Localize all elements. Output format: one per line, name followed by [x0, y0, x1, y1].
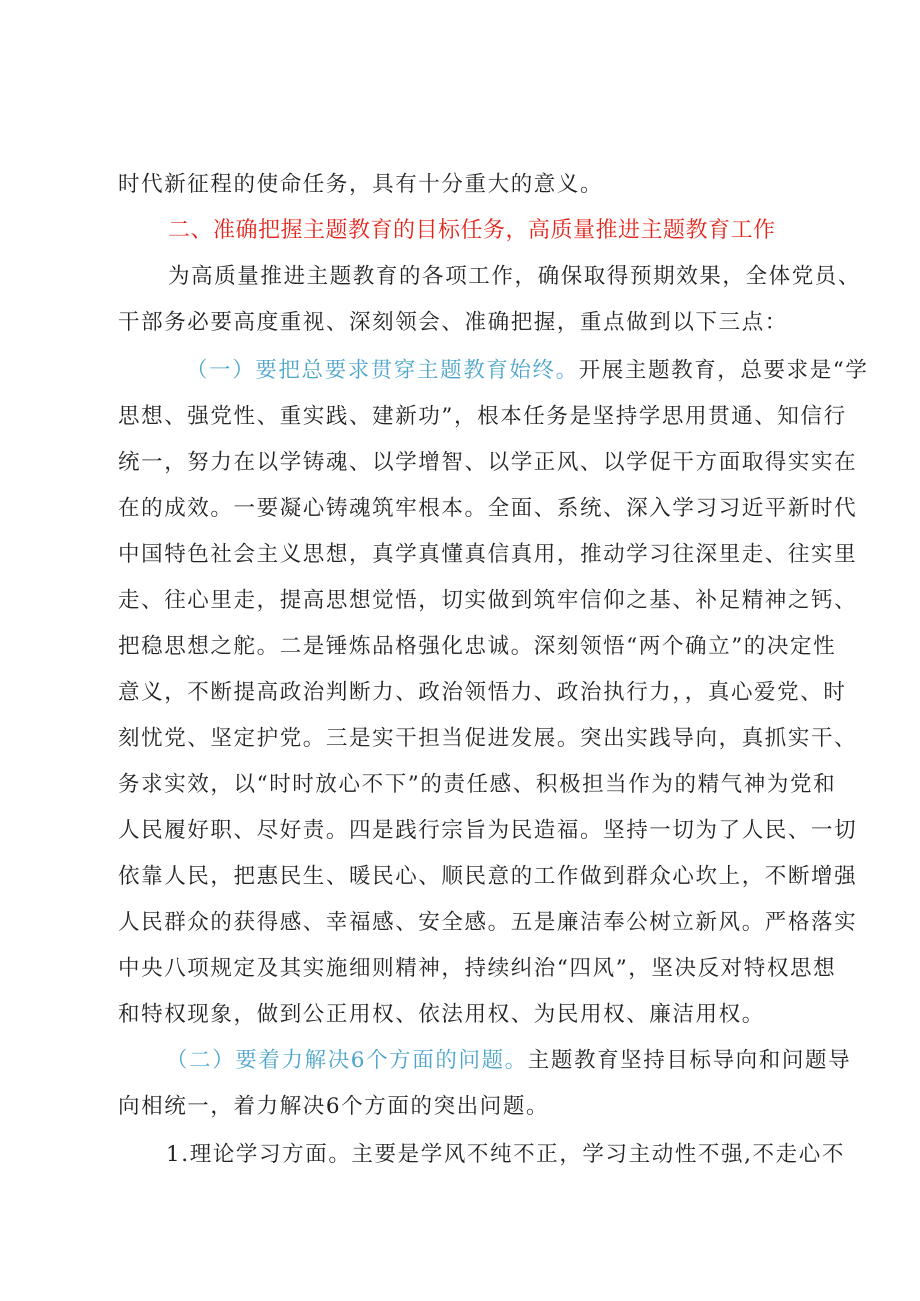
subsection-lead: （二）要着力解决6个方面的问题。	[166, 1048, 528, 1073]
paragraph-line	[186, 350, 886, 392]
paragraph-line: 依靠人民，把惠民生、暖民心、顺民意的工作做到群众心坎上，不断增强	[118, 864, 858, 889]
paragraph-line: 向相统一，着力解决6个方面的突出问题。	[118, 1094, 550, 1119]
paragraph-line: 刻忧党、坚定护党。三是实干担当促进发展。突出实践导向，真抓实干、	[118, 726, 858, 751]
paragraph-line: 人民履好职、尽好责。四是践行宗旨为民造福。坚持一切为了人民、一切	[118, 818, 858, 843]
paragraph-line: 把稳思想之舵。二是锤炼品格强化忠诚。深刻领悟“两个确立”的决定性	[118, 634, 837, 659]
paragraph-line: 中央八项规定及其实施细则精神，持续纠治“四风”，坚决反对特权思想	[118, 956, 837, 981]
paragraph-line: 中国特色社会主义思想，真学真懂真信真用，推动学习往深里走、往实里	[118, 542, 858, 567]
paragraph-line: 人民群众的获得感、幸福感、安全感。五是廉洁奉公树立新风。严格落实	[118, 910, 858, 935]
paragraph-line: 走、往心里走，提高思想觉悟，切实做到筑牢信仰之基、补足精神之钙、	[118, 588, 858, 613]
paragraph-line: 1.理论学习方面。主要是学风不纯不正，学习主动性不强,不走心不	[166, 1142, 845, 1167]
subsection-lead: （一）要把总要求贯穿主题教育始终。	[186, 358, 579, 383]
paragraph-line: 干部务必要高度重视、深刻领会、准确把握，重点做到以下三点：	[118, 310, 788, 335]
paragraph-line: 意义，不断提高政治判断力、政治领悟力、政治执行力，，真心爱党、时	[118, 680, 847, 705]
paragraph-text: 主题教育坚持目标导向和问题导	[527, 1048, 852, 1073]
paragraph-line: 为高质量推进主题教育的各项工作，确保取得预期效果，全体党员、	[168, 264, 862, 289]
paragraph-line: 和特权现象，做到公正用权、依法用权、为民用权、廉洁用权。	[118, 1002, 765, 1027]
paragraph-line: 务求实效，以“时时放心不下”的责任感、积极担当作为的精气神为党和	[118, 772, 837, 797]
paragraph-line: 统一，努力在以学铸魂、以学增智、以学正风、以学促干方面取得实实在	[118, 450, 858, 475]
paragraph-line: 时代新征程的使命任务，具有十分重大的意义。	[118, 172, 604, 197]
paragraph-line: 思想、强党性、重实践、建新功”，根本任务是坚持学思用贯通、知信行	[118, 404, 847, 429]
section-heading: 二、准确把握主题教育的目标任务，高质量推进主题教育工作	[168, 218, 776, 243]
paragraph-line: 在的成效。一要凝心铸魂筑牢根本。全面、系统、深入学习习近平新时代	[118, 496, 858, 521]
paragraph-line	[166, 1040, 866, 1082]
paragraph-text: 开展主题教育，总要求是“学	[578, 358, 869, 383]
